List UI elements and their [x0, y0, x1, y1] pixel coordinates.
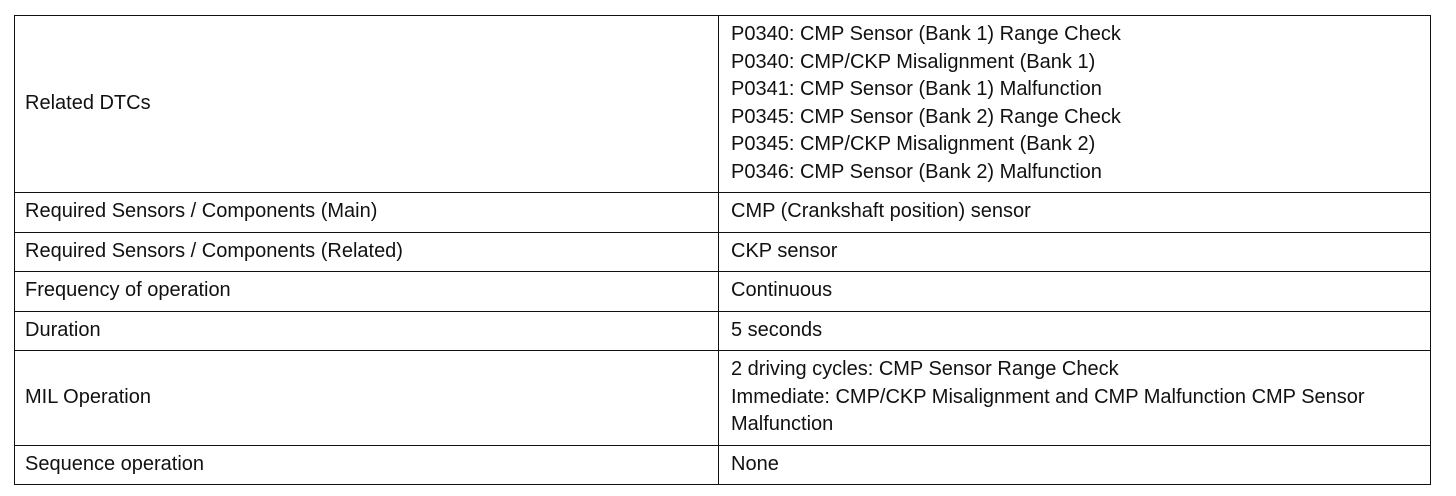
- value-line: Immediate: CMP/CKP Misalignment and CMP Malfunction CMP Sensor Malfunction: [731, 385, 1365, 435]
- row-value: [719, 193, 1431, 233]
- table-row-duration: [15, 311, 1431, 351]
- value-line: CMP (Crankshaft position) sensor: [731, 200, 1031, 222]
- dtc-line: P0345: CMP/CKP Misalignment (Bank 2): [731, 133, 1096, 155]
- row-label: Sequence operation: [15, 445, 719, 485]
- value-line: Continuous: [731, 279, 833, 301]
- monitor-spec-table: [14, 15, 1431, 485]
- row-label: Required Sensors / Components (Related): [15, 232, 719, 272]
- table-row-mil-operation: [15, 351, 1431, 446]
- dtc-line: P0340: CMP Sensor (Bank 1) Range Check: [731, 23, 1121, 45]
- value-line: None: [731, 452, 779, 475]
- dtc-line: P0346: CMP Sensor (Bank 2) Malfunction: [731, 160, 1102, 183]
- dtc-line: P0341: CMP Sensor (Bank 1) Malfunction: [731, 78, 1102, 100]
- row-value: [719, 272, 1431, 312]
- row-value: [719, 351, 1431, 446]
- value-line: 5 seconds: [731, 318, 823, 341]
- row-value: [719, 232, 1431, 272]
- row-label: Required Sensors / Components (Main): [15, 193, 719, 233]
- row-value: [719, 445, 1431, 485]
- dtc-line: P0345: CMP Sensor (Bank 2) Range Check: [731, 105, 1121, 128]
- value-line: CKP sensor: [731, 239, 838, 262]
- row-label: Duration: [15, 311, 719, 351]
- row-value: [719, 16, 1431, 193]
- dtc-line: P0340: CMP/CKP Misalignment (Bank 1): [731, 50, 1096, 73]
- row-label: Frequency of operation: [15, 272, 719, 312]
- row-label: MIL Operation: [15, 351, 719, 446]
- table-row-sequence: [15, 445, 1431, 485]
- table-row-main-components: [15, 193, 1431, 233]
- table-row-related-dtcs: [15, 16, 1431, 193]
- value-line: 2 driving cycles: CMP Sensor Range Check: [731, 358, 1119, 380]
- table-row-related-components: [15, 232, 1431, 272]
- table-row-frequency: [15, 272, 1431, 312]
- row-label: Related DTCs: [15, 16, 719, 193]
- row-value: [719, 311, 1431, 351]
